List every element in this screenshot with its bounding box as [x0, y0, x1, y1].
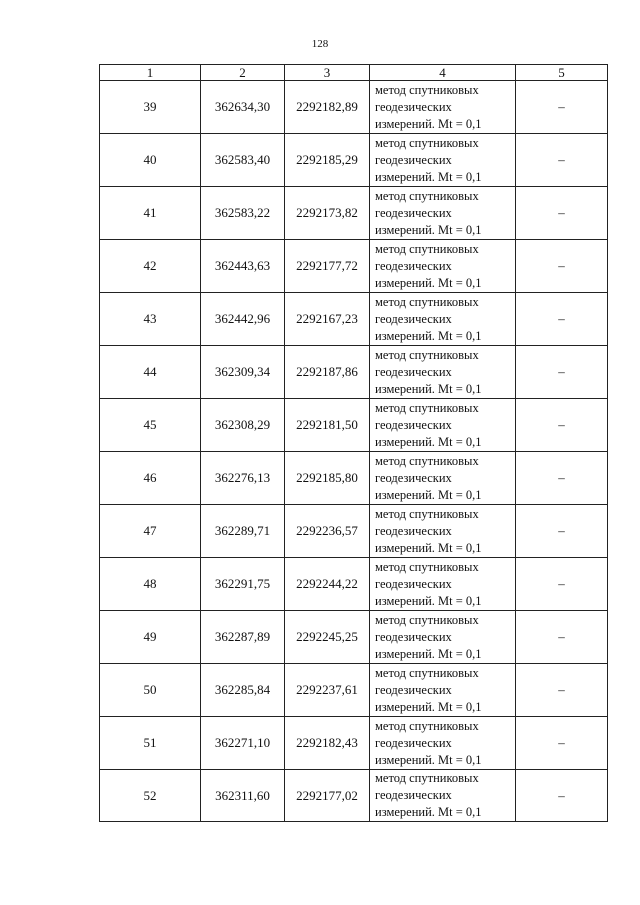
table-row	[100, 293, 608, 346]
method-line: метод спутниковых	[375, 82, 479, 97]
method-line: геодезических	[375, 258, 452, 273]
x-coordinate-cell: 362271,10	[201, 717, 285, 770]
y-coordinate-cell: 2292245,25	[285, 611, 370, 664]
note-cell: –	[516, 452, 608, 505]
y-coordinate-cell: 2292181,50	[285, 399, 370, 452]
point-number-cell: 40	[100, 134, 201, 187]
method-line: измерений. Mt = 0,1	[375, 434, 482, 449]
method-line: измерений. Mt = 0,1	[375, 169, 482, 184]
method-line: измерений. Mt = 0,1	[375, 222, 482, 237]
y-coordinate-cell: 2292236,57	[285, 505, 370, 558]
page-number: 128	[311, 38, 329, 50]
y-coordinate-cell: 2292173,82	[285, 187, 370, 240]
point-number-cell: 46	[100, 452, 201, 505]
method-line: геодезических	[375, 417, 452, 432]
point-number-cell: 44	[100, 346, 201, 399]
x-coordinate-cell: 362287,89	[201, 611, 285, 664]
column-header-4: 4	[370, 65, 516, 81]
method-cell	[370, 399, 516, 452]
method-line: измерений. Mt = 0,1	[375, 699, 482, 714]
x-coordinate-cell: 362289,71	[201, 505, 285, 558]
table-body	[100, 81, 608, 822]
table-row	[100, 611, 608, 664]
note-cell: –	[516, 717, 608, 770]
x-coordinate-cell: 362583,22	[201, 187, 285, 240]
method-cell	[370, 187, 516, 240]
method-cell	[370, 770, 516, 822]
note-cell: –	[516, 81, 608, 134]
method-line: измерений. Mt = 0,1	[375, 328, 482, 343]
method-line: измерений. Mt = 0,1	[375, 805, 482, 819]
method-line: измерений. Mt = 0,1	[375, 275, 482, 290]
method-line: геодезических	[375, 152, 452, 167]
table-row	[100, 770, 608, 822]
point-number-cell: 39	[100, 81, 201, 134]
y-coordinate-cell: 2292237,61	[285, 664, 370, 717]
method-cell	[370, 293, 516, 346]
method-line: метод спутниковых	[375, 506, 479, 521]
method-line: геодезических	[375, 205, 452, 220]
method-line: метод спутниковых	[375, 665, 479, 680]
note-cell: –	[516, 611, 608, 664]
method-line: метод спутниковых	[375, 453, 479, 468]
table-row	[100, 399, 608, 452]
method-line: метод спутниковых	[375, 347, 479, 362]
method-line: геодезических	[375, 470, 452, 485]
x-coordinate-cell: 362634,30	[201, 81, 285, 134]
point-number-cell: 51	[100, 717, 201, 770]
method-line: геодезических	[375, 311, 452, 326]
method-cell	[370, 664, 516, 717]
table-row	[100, 81, 608, 134]
note-cell: –	[516, 240, 608, 293]
method-line: метод спутниковых	[375, 400, 479, 415]
column-header-2: 2	[201, 65, 285, 81]
x-coordinate-cell: 362583,40	[201, 134, 285, 187]
table-row	[100, 452, 608, 505]
method-line: геодезических	[375, 523, 452, 538]
y-coordinate-cell: 2292177,02	[285, 770, 370, 822]
x-coordinate-cell: 362291,75	[201, 558, 285, 611]
x-coordinate-cell: 362309,34	[201, 346, 285, 399]
method-cell	[370, 81, 516, 134]
note-cell: –	[516, 505, 608, 558]
note-cell: –	[516, 346, 608, 399]
y-coordinate-cell: 2292182,43	[285, 717, 370, 770]
table-row	[100, 558, 608, 611]
method-cell	[370, 717, 516, 770]
method-line: метод спутниковых	[375, 241, 479, 256]
column-header-3: 3	[285, 65, 370, 81]
x-coordinate-cell: 362311,60	[201, 770, 285, 822]
y-coordinate-cell: 2292167,23	[285, 293, 370, 346]
note-cell: –	[516, 399, 608, 452]
note-cell: –	[516, 134, 608, 187]
method-line: измерений. Mt = 0,1	[375, 593, 482, 608]
table-header-row	[100, 65, 608, 81]
method-line: метод спутниковых	[375, 559, 479, 574]
method-line: метод спутниковых	[375, 718, 479, 733]
point-number-cell: 45	[100, 399, 201, 452]
method-cell	[370, 240, 516, 293]
note-cell: –	[516, 770, 608, 822]
x-coordinate-cell: 362276,13	[201, 452, 285, 505]
y-coordinate-cell: 2292182,89	[285, 81, 370, 134]
y-coordinate-cell: 2292177,72	[285, 240, 370, 293]
method-line: геодезических	[375, 576, 452, 591]
method-cell	[370, 505, 516, 558]
method-line: измерений. Mt = 0,1	[375, 540, 482, 555]
method-line: геодезических	[375, 99, 452, 114]
coordinates-table	[99, 64, 608, 822]
y-coordinate-cell: 2292187,86	[285, 346, 370, 399]
table-row	[100, 134, 608, 187]
method-line: метод спутниковых	[375, 135, 479, 150]
table-row	[100, 346, 608, 399]
point-number-cell: 49	[100, 611, 201, 664]
method-line: геодезических	[375, 629, 452, 644]
method-line: измерений. Mt = 0,1	[375, 487, 482, 502]
method-cell	[370, 346, 516, 399]
point-number-cell: 50	[100, 664, 201, 717]
method-line: геодезических	[375, 364, 452, 379]
x-coordinate-cell: 362285,84	[201, 664, 285, 717]
method-line: метод спутниковых	[375, 188, 479, 203]
method-line: метод спутниковых	[375, 612, 479, 627]
method-cell	[370, 452, 516, 505]
table-row	[100, 505, 608, 558]
table-row	[100, 187, 608, 240]
table-row	[100, 664, 608, 717]
column-header-5: 5	[516, 65, 608, 81]
method-line: геодезических	[375, 682, 452, 697]
method-cell	[370, 611, 516, 664]
point-number-cell: 42	[100, 240, 201, 293]
method-line: измерений. Mt = 0,1	[375, 752, 482, 767]
point-number-cell: 48	[100, 558, 201, 611]
y-coordinate-cell: 2292185,80	[285, 452, 370, 505]
method-line: измерений. Mt = 0,1	[375, 646, 482, 661]
point-number-cell: 52	[100, 770, 201, 822]
method-line: измерений. Mt = 0,1	[375, 116, 482, 131]
note-cell: –	[516, 293, 608, 346]
x-coordinate-cell: 362308,29	[201, 399, 285, 452]
y-coordinate-cell: 2292185,29	[285, 134, 370, 187]
x-coordinate-cell: 362442,96	[201, 293, 285, 346]
note-cell: –	[516, 558, 608, 611]
method-cell	[370, 558, 516, 611]
note-cell: –	[516, 664, 608, 717]
method-line: метод спутниковых	[375, 771, 479, 785]
method-line: метод спутниковых	[375, 294, 479, 309]
method-cell	[370, 134, 516, 187]
note-cell: –	[516, 187, 608, 240]
method-line: геодезических	[375, 788, 452, 802]
x-coordinate-cell: 362443,63	[201, 240, 285, 293]
method-line: измерений. Mt = 0,1	[375, 381, 482, 396]
point-number-cell: 47	[100, 505, 201, 558]
point-number-cell: 43	[100, 293, 201, 346]
method-line: геодезических	[375, 735, 452, 750]
column-header-1: 1	[100, 65, 201, 81]
point-number-cell: 41	[100, 187, 201, 240]
table-row	[100, 240, 608, 293]
y-coordinate-cell: 2292244,22	[285, 558, 370, 611]
table-row	[100, 717, 608, 770]
